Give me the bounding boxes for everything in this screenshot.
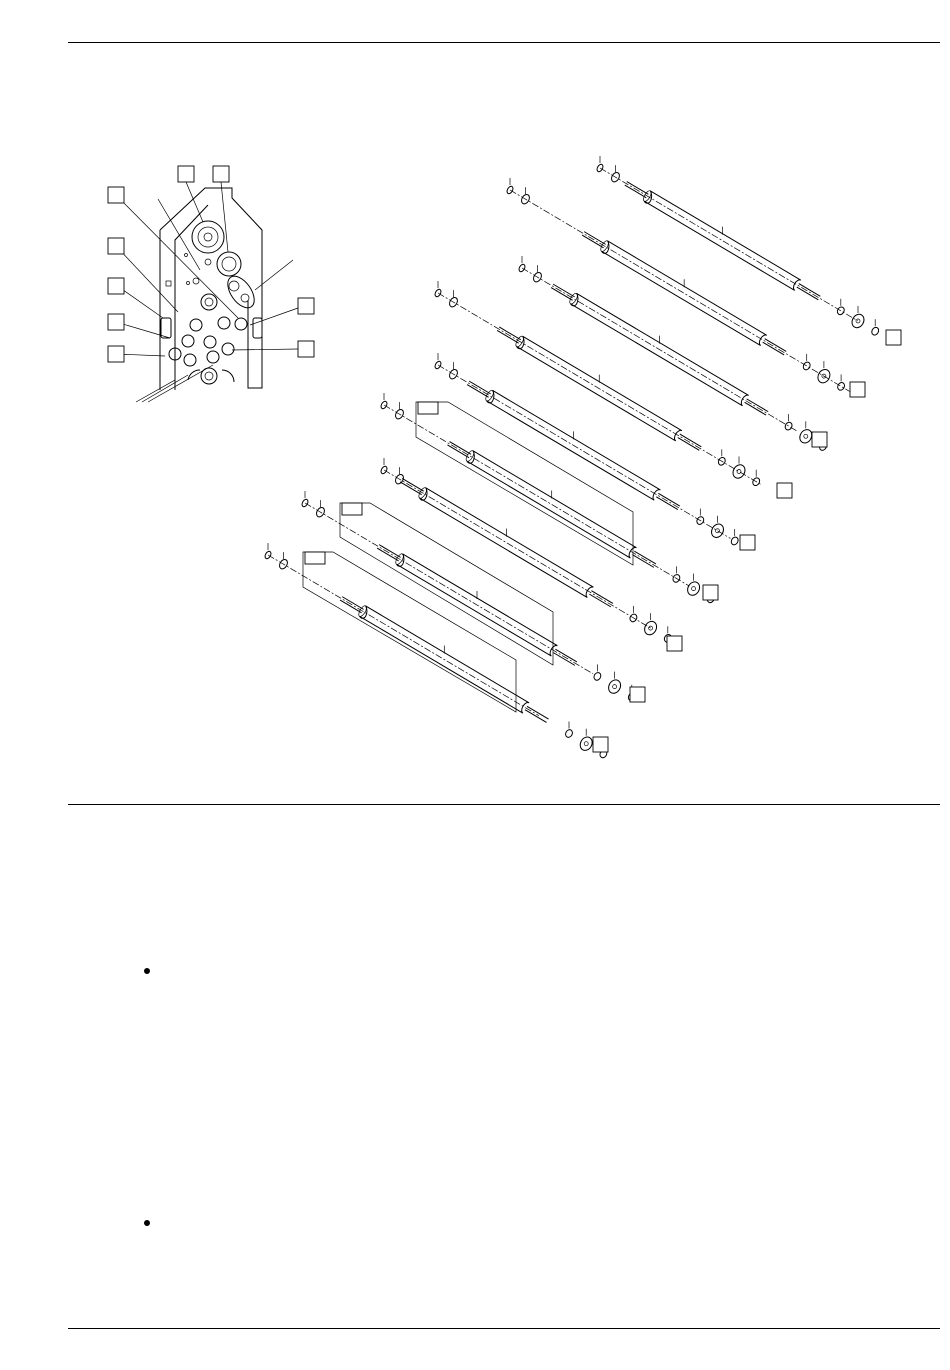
callout-box-5 [740, 535, 755, 550]
bearing-8-1 [593, 671, 603, 681]
callout-box-6 [703, 585, 718, 600]
callout-box-8 [630, 687, 645, 702]
callout-box-9 [593, 737, 608, 752]
gear-5-2 [709, 522, 726, 540]
side-frame-view [108, 166, 314, 402]
roller-body-7 [420, 488, 594, 598]
callout-box-3 [812, 432, 827, 447]
roller-body-1 [644, 191, 801, 291]
gear-9-2 [578, 735, 595, 753]
callout-box-7 [667, 636, 682, 651]
callout-box-1 [886, 330, 901, 345]
bearing-9-1 [564, 728, 574, 738]
callout-box-2 [850, 382, 865, 397]
roller-axis-3 [522, 268, 797, 431]
roller-axis-8 [305, 503, 593, 674]
roller-axis-7 [384, 470, 651, 628]
bearing-5-3 [730, 536, 740, 546]
gear-4-2 [731, 463, 748, 481]
roller-body-6 [467, 451, 637, 558]
callout-box-4 [777, 483, 792, 498]
gear-6-2 [685, 580, 702, 598]
gear-8-2 [606, 678, 623, 696]
roller-axis-2 [510, 190, 854, 394]
roller-axis-5 [438, 365, 730, 538]
bearing-1-3 [870, 326, 880, 336]
roller-axis-6 [384, 405, 689, 586]
bearing-2-3 [836, 381, 846, 391]
frame-group-2 [340, 503, 553, 665]
exploded-roller-assemblies [303, 402, 633, 712]
roller-axis-1 [600, 168, 858, 321]
roller-axis-4 [438, 293, 761, 484]
